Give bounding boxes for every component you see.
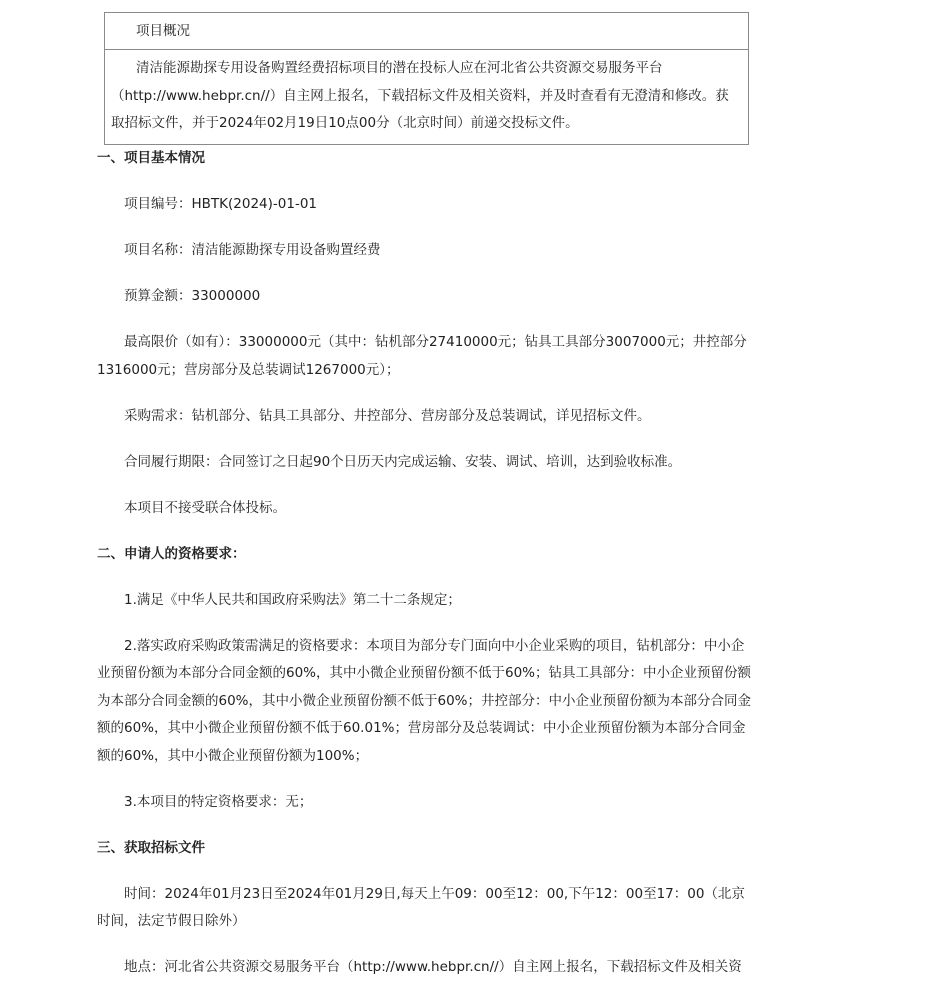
budget-amount: 预算金额：33000000 — [124, 288, 261, 304]
requirement-3: 3.本项目的特定资格要求：无； — [124, 793, 313, 810]
summary-title: 项目概况 — [105, 13, 748, 50]
section-basic-info-title: 一、项目基本情况 — [97, 150, 205, 166]
section-obtain-docs-title: 三、获取招标文件 — [97, 839, 205, 856]
announcement-content — [97, 145, 757, 982]
obtain-place: 地点：河北省公共资源交易服务平台（http://www.hebpr.cn//）自主网上报名，下载招标文件及相关资 — [124, 959, 742, 975]
max-price: 最高限价（如有）：33000000元（其中：钻机部分27410000元；钻具工具部分3007000元；井控部分1316000元；营房部分及总装调试1267000元）； — [97, 334, 747, 378]
requirement-1: 1.满足《中华人民共和国政府采购法》第二十二条规定； — [124, 591, 461, 608]
project-summary-box — [104, 12, 749, 145]
section-qualification-title: 二、申请人的资格要求： — [97, 545, 246, 562]
project-number: 项目编号：HBTK(2024)-01-01 — [124, 196, 318, 212]
requirement-2: 2.落实政府采购政策需满足的资格要求：本项目为部分专门面向中小企业采购的项目，钻机部分：中小企业预留份额为本部分合同金额的60%，其中小微企业预留份额不低于60%；钻具工具部分：中小企业预留份额为本部分合同金额的60%，其中小微企业预留份额不低于60%；井控部分：中小企业预留份额为本部分合同金额的60%，其中小微企业预留份额不低于60.01%；营房部分及总装调试：中小企业预留份额为本部分合同金额的60%，其中小微企业预留份额为100%； — [97, 637, 752, 764]
summary-body: 清洁能源勘探专用设备购置经费招标项目的潜在投标人应在河北省公共资源交易服务平台（http://www.hebpr.cn//）自主网上报名，下载招标文件及相关资料，并及时查看有无澄清和修改。获取招标文件，并于2024年02月19日10点00分（北京时间）前递交投标文件。 — [111, 60, 729, 131]
consortium-note: 本项目不接受联合体投标。 — [124, 499, 286, 516]
contract-period: 合同履行期限：合同签订之日起90个日历天内完成运输、安装、调试、培训，达到验收标准。 — [124, 453, 682, 470]
procurement-demand: 采购需求：钻机部分、钻具工具部分、井控部分、营房部分及总装调试，详见招标文件。 — [124, 407, 651, 424]
project-name: 项目名称：清洁能源勘探专用设备购置经费 — [124, 242, 381, 258]
obtain-time: 时间：2024年01月23日至2024年01月29日,每天上午09：00至12：00,下午12：00至17：00（北京时间，法定节假日除外） — [97, 885, 745, 929]
